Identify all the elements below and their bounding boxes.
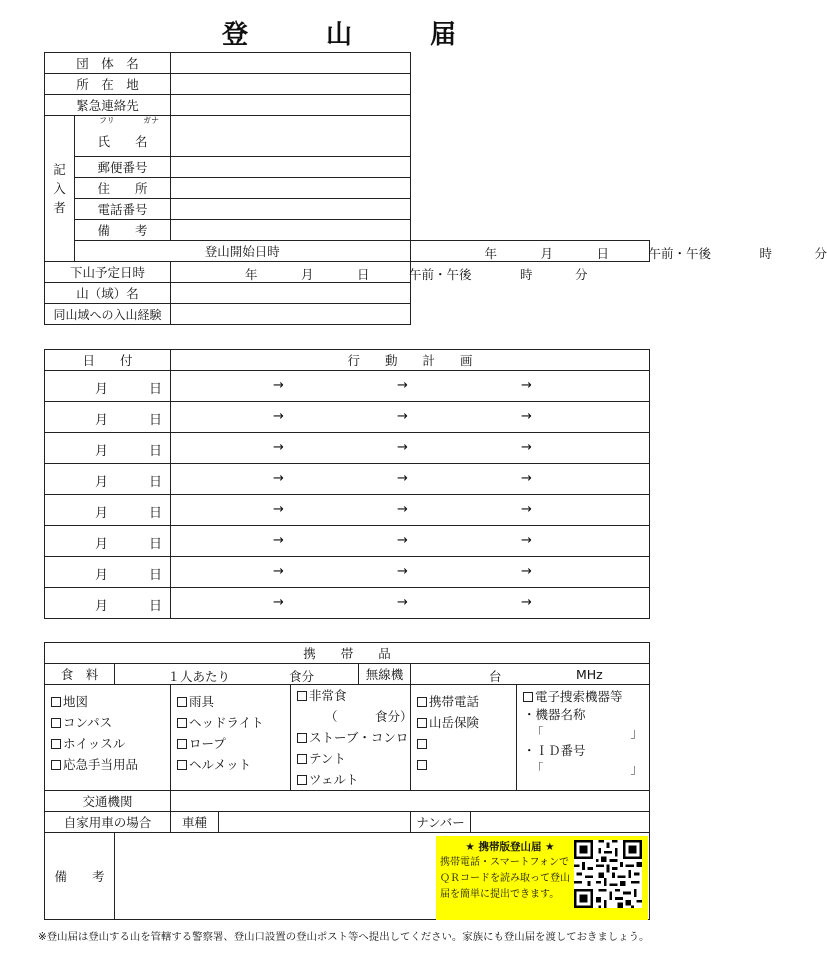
furi-label: フリ [99, 116, 115, 125]
car-type-field[interactable] [219, 812, 411, 833]
experience-label: 同山域への入山経験 [45, 304, 171, 325]
plan-row [45, 588, 650, 619]
transport-label: 交通機関 [45, 791, 171, 812]
mountain-name-label: 山（域）名 [45, 283, 171, 304]
plan-action-cell[interactable]: → → → [171, 588, 650, 619]
checkbox-mountain-insurance[interactable]: 山岳保険 [417, 712, 516, 733]
phone-label: 電話番号 [75, 199, 171, 220]
address-field[interactable] [171, 74, 410, 95]
equipment-col5 [517, 685, 650, 791]
checkbox-rope[interactable]: ロープ [177, 733, 290, 754]
plan-action-cell[interactable]: → → → [171, 402, 650, 433]
notes-field[interactable] [171, 220, 410, 241]
gana-label: ガナ [143, 116, 159, 125]
checkbox-rain-gear[interactable]: 雨具 [177, 691, 290, 712]
remarks-label: 備 考 [45, 833, 115, 920]
checkbox-compass[interactable]: コンパス [51, 712, 170, 733]
postal-field[interactable] [171, 157, 410, 178]
checkbox-stove[interactable]: ストーブ・コンロ [297, 727, 410, 748]
plan-row [45, 557, 650, 588]
plan-action-cell[interactable]: → → → [171, 433, 650, 464]
checkbox-helmet[interactable]: ヘルメット [177, 754, 290, 775]
equipment-col2 [171, 685, 291, 791]
action-plan-table [44, 349, 650, 619]
equipment-col1 [45, 685, 171, 791]
party-info-table [44, 52, 827, 325]
plan-action-cell[interactable]: → → → [171, 557, 650, 588]
plan-date-cell[interactable]: 月 日 [45, 557, 171, 588]
plan-action-cell[interactable]: → → → [171, 464, 650, 495]
checkbox-whistle[interactable]: ホイッスル [51, 733, 170, 754]
mobile-submission-box [436, 836, 648, 920]
checkbox-blank-1[interactable] [417, 733, 516, 754]
plan-row [45, 495, 650, 526]
org-name-label: 団 体 名 [45, 53, 171, 74]
mobile-submission-line1: 携帯電話・スマートフォンで [440, 857, 569, 868]
residence-label: 住 所 [75, 178, 171, 199]
checkbox-electronic-search[interactable]: 電子捜索機器等 [523, 688, 649, 706]
mobile-submission-line3: 届を簡単に提出できます。 [440, 889, 560, 900]
plan-action-cell[interactable]: → → → [171, 371, 650, 402]
device-name-field[interactable]: 「 」 [531, 725, 643, 740]
equipment-col3 [291, 685, 411, 791]
plan-date-cell[interactable]: 月 日 [45, 371, 171, 402]
plan-date-cell[interactable]: 月 日 [45, 464, 171, 495]
org-name-field[interactable] [171, 53, 410, 74]
start-date-label: 登山開始日時 [75, 241, 411, 262]
private-car-label: 自家用車の場合 [45, 812, 171, 833]
footnote: ※登山届は登山する山を管轄する警察署、登山口設置の登山ポスト等へ提出してください。家族にも登山届を渡しておきましょう。 [38, 931, 650, 943]
food-label: 食 料 [45, 664, 115, 685]
end-date-label: 下山予定日時 [45, 262, 171, 283]
residence-field[interactable] [171, 178, 410, 199]
name-label: フリ ガナ 氏 名 [75, 116, 171, 157]
food-field[interactable]: １人あたり 食分 [115, 664, 359, 685]
phone-field[interactable] [171, 199, 410, 220]
radio-field[interactable]: 台 MHz [411, 664, 650, 685]
experience-field[interactable] [171, 304, 410, 325]
equipment-col4 [411, 685, 517, 791]
plan-row [45, 371, 650, 402]
name-field[interactable] [171, 116, 410, 157]
radio-label: 無線機 [359, 664, 411, 685]
checkbox-emergency-food[interactable]: 非常食 [297, 685, 410, 706]
date-header: 日 付 [45, 350, 171, 371]
checkbox-first-aid[interactable]: 応急手当用品 [51, 754, 170, 775]
checkbox-headlight[interactable]: ヘッドライト [177, 712, 290, 733]
plan-action-cell[interactable]: → → → [171, 526, 650, 557]
mobile-submission-title: ★ 携帯版登山届 ★ [465, 841, 555, 853]
checkbox-map[interactable]: 地図 [51, 691, 170, 712]
plan-date-cell[interactable]: 月 日 [45, 588, 171, 619]
plan-header: 行 動 計 画 [171, 350, 650, 371]
plan-row [45, 402, 650, 433]
device-id-label: ・ＩＤ番号 [523, 743, 586, 758]
notes-label: 備 考 [75, 220, 171, 241]
emergency-contact-label: 緊急連絡先 [45, 95, 171, 116]
equipment-header: 携 帯 品 [45, 643, 650, 664]
plan-date-cell[interactable]: 月 日 [45, 495, 171, 526]
qr-code-icon[interactable] [574, 840, 642, 908]
postal-label: 郵便番号 [75, 157, 171, 178]
plan-date-cell[interactable]: 月 日 [45, 433, 171, 464]
end-date-field[interactable]: 年 月 日 午前・午後 時 分 [171, 262, 410, 283]
checkbox-zelt[interactable]: ツェルト [297, 769, 410, 790]
plan-row [45, 464, 650, 495]
plan-row [45, 526, 650, 557]
page-title: 登 山 届 [221, 20, 482, 50]
emergency-contact-field[interactable] [171, 95, 410, 116]
emergency-food-meals: （ 食分） [325, 709, 413, 724]
mountain-name-field[interactable] [171, 283, 410, 304]
device-name-label: ・機器名称 [523, 707, 586, 722]
checkbox-tent[interactable]: テント [297, 748, 410, 769]
plan-row [45, 433, 650, 464]
checkbox-mobile-phone[interactable]: 携帯電話 [417, 691, 516, 712]
checkbox-blank-2[interactable] [417, 754, 516, 775]
car-type-label: 車種 [171, 812, 219, 833]
start-date-field[interactable]: 年 月 日 午前・午後 時 分 [410, 241, 650, 262]
device-id-field[interactable]: 「 」 [531, 761, 643, 776]
number-field[interactable] [471, 812, 650, 833]
plan-action-cell[interactable]: → → → [171, 495, 650, 526]
plan-date-cell[interactable]: 月 日 [45, 402, 171, 433]
plan-date-cell[interactable]: 月 日 [45, 526, 171, 557]
mobile-submission-line2: ＱＲコードを読み取って登山 [440, 873, 570, 884]
recorder-label: 記入者 [45, 116, 75, 262]
number-label: ナンバー [411, 812, 471, 833]
transport-field[interactable] [171, 791, 650, 812]
address-label: 所 在 地 [45, 74, 171, 95]
